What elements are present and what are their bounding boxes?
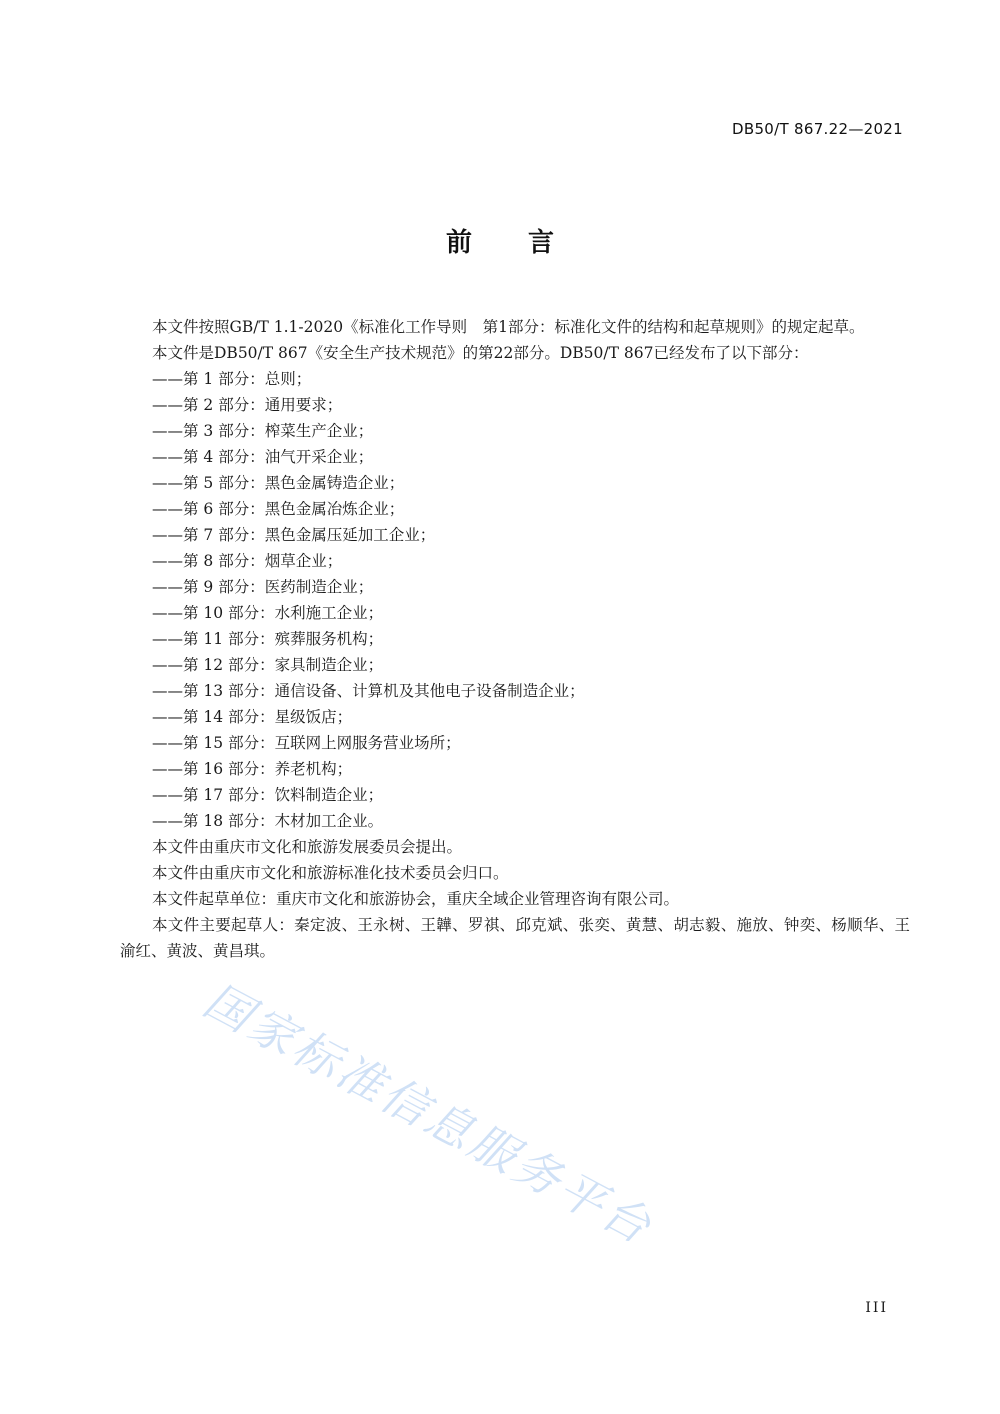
list-item: ——第 10 部分：水利施工企业； xyxy=(152,604,384,622)
page-number: III xyxy=(865,1300,888,1316)
paragraph-proposer: 本文件由重庆市文化和旅游发展委员会提出。 xyxy=(152,838,463,856)
watermark: 国家标准信息服务平台 xyxy=(195,972,663,1256)
list-item: ——第 6 部分：黑色金属冶炼企业； xyxy=(152,500,405,518)
paragraph-drafting-basis: 本文件按照GB/T 1.1-2020《标准化工作导则 第1部分：标准化文件的结构和起草规则》的规定起草。 xyxy=(152,318,865,336)
list-item: ——第 13 部分：通信设备、计算机及其他电子设备制造企业； xyxy=(152,682,585,700)
parts-list xyxy=(120,366,910,834)
list-item: ——第 3 部分：榨菜生产企业； xyxy=(152,422,374,440)
list-item: ——第 5 部分：黑色金属铸造企业； xyxy=(152,474,405,492)
document-body xyxy=(120,314,910,964)
list-item: ——第 9 部分：医药制造企业； xyxy=(152,578,374,596)
list-item: ——第 16 部分：养老机构； xyxy=(152,760,353,778)
page-title: 前言 xyxy=(445,228,610,258)
paragraph-series-intro: 本文件是DB50/T 867《安全生产技术规范》的第22部分。DB50/T 867已经发布了以下部分： xyxy=(152,344,809,362)
list-item: ——第 15 部分：互联网上网服务营业场所； xyxy=(152,734,461,752)
document-code: DB50/T 867.22—2021 xyxy=(732,120,903,138)
list-item: ——第 12 部分：家具制造企业； xyxy=(152,656,384,674)
list-item: ——第 17 部分：饮料制造企业； xyxy=(152,786,384,804)
paragraph-drafters: 本文件主要起草人：秦定波、王永树、王韡、罗祺、邱克斌、张奕、黄慧、胡志毅、施放、钟奕、杨顺华、王渝红、黄波、黄昌琪。 xyxy=(120,916,910,960)
list-item: ——第 14 部分：星级饭店； xyxy=(152,708,353,726)
list-item: ——第 18 部分：木材加工企业。 xyxy=(152,812,384,830)
paragraph-drafting-units: 本文件起草单位：重庆市文化和旅游协会，重庆全域企业管理咨询有限公司。 xyxy=(152,890,680,908)
list-item: ——第 8 部分：烟草企业； xyxy=(152,552,343,570)
paragraph-administrator: 本文件由重庆市文化和旅游标准化技术委员会归口。 xyxy=(152,864,509,882)
list-item: ——第 7 部分：黑色金属压延加工企业； xyxy=(152,526,436,544)
list-item: ——第 2 部分：通用要求； xyxy=(152,396,343,414)
list-item: ——第 11 部分：殡葬服务机构； xyxy=(152,630,384,648)
list-item: ——第 4 部分：油气开采企业； xyxy=(152,448,374,466)
list-item: ——第 1 部分：总则； xyxy=(152,370,312,388)
